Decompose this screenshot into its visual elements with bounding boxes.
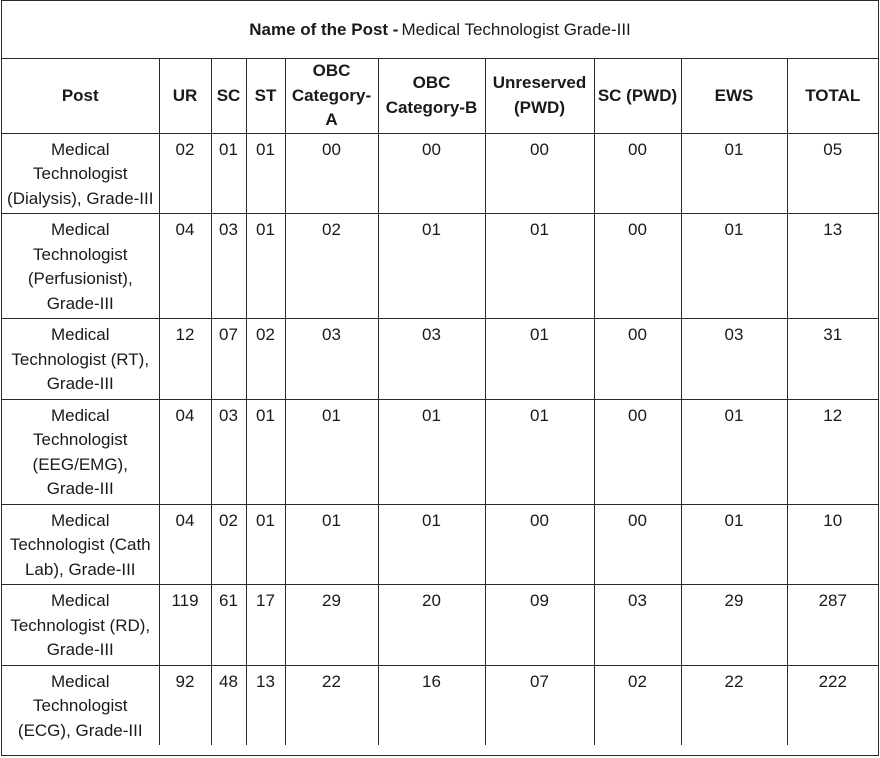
cell-total: 287 (787, 585, 878, 666)
cell-post: Medical Technologist (Dialysis), Grade-III (2, 133, 159, 214)
cell-unreserved-pwd: 00 (485, 133, 594, 214)
cell-st: 01 (246, 133, 285, 214)
header-ews: EWS (681, 59, 787, 133)
cell-obc-b: 00 (378, 133, 485, 214)
cell-st: 02 (246, 319, 285, 400)
cell-ews: 29 (681, 585, 787, 666)
cell-obc-b: 20 (378, 585, 485, 666)
cell-ur: 04 (159, 399, 211, 504)
cell-post: Medical Technologist (RD), Grade-III (2, 585, 159, 666)
cell-post: Medical Technologist (RT), Grade-III (2, 319, 159, 400)
cell-post: Medical Technologist (ECG), Grade-III (2, 665, 159, 745)
table-row (2, 319, 878, 400)
cell-sc-pwd: 00 (594, 214, 681, 319)
cell-obc-b: 16 (378, 665, 485, 745)
cell-sc-pwd: 00 (594, 133, 681, 214)
cell-obc-a: 00 (285, 133, 378, 214)
cell-ews: 01 (681, 133, 787, 214)
cell-obc-a: 01 (285, 399, 378, 504)
cell-obc-b: 01 (378, 399, 485, 504)
cell-unreserved-pwd: 09 (485, 585, 594, 666)
table-row (2, 214, 878, 319)
cell-obc-a: 03 (285, 319, 378, 400)
cell-sc: 02 (211, 504, 246, 585)
table-body (2, 133, 878, 745)
header-unreserved-pwd: Unreserved (PWD) (485, 59, 594, 133)
cell-ews: 03 (681, 319, 787, 400)
cell-st: 17 (246, 585, 285, 666)
header-st: ST (246, 59, 285, 133)
table-row (2, 399, 878, 504)
table-row (2, 665, 878, 745)
cell-obc-a: 01 (285, 504, 378, 585)
cell-sc: 61 (211, 585, 246, 666)
table-row (2, 133, 878, 214)
cell-unreserved-pwd: 01 (485, 214, 594, 319)
cell-unreserved-pwd: 00 (485, 504, 594, 585)
cell-total: 222 (787, 665, 878, 745)
cell-total: 10 (787, 504, 878, 585)
cell-unreserved-pwd: 01 (485, 319, 594, 400)
cell-sc: 03 (211, 214, 246, 319)
cell-total: 12 (787, 399, 878, 504)
cell-sc-pwd: 02 (594, 665, 681, 745)
cell-obc-a: 22 (285, 665, 378, 745)
cell-sc-pwd: 03 (594, 585, 681, 666)
cell-post: Medical Technologist (Cath Lab), Grade-III (2, 504, 159, 585)
cell-obc-a: 02 (285, 214, 378, 319)
cell-st: 01 (246, 399, 285, 504)
cell-total: 13 (787, 214, 878, 319)
cell-obc-b: 03 (378, 319, 485, 400)
cell-unreserved-pwd: 07 (485, 665, 594, 745)
cell-obc-b: 01 (378, 214, 485, 319)
cell-total: 05 (787, 133, 878, 214)
cell-sc: 01 (211, 133, 246, 214)
cell-sc-pwd: 00 (594, 399, 681, 504)
vacancy-table (2, 59, 878, 745)
cell-st: 13 (246, 665, 285, 745)
cell-post: Medical Technologist (EEG/EMG), Grade-III (2, 399, 159, 504)
cell-ur: 92 (159, 665, 211, 745)
header-ur: UR (159, 59, 211, 133)
cell-ur: 04 (159, 214, 211, 319)
table-title (2, 1, 878, 59)
header-obc-a: OBC Category-A (285, 59, 378, 133)
cell-ur: 02 (159, 133, 211, 214)
cell-ews: 01 (681, 504, 787, 585)
cell-obc-b: 01 (378, 504, 485, 585)
cell-st: 01 (246, 214, 285, 319)
cell-ur: 04 (159, 504, 211, 585)
header-row (2, 59, 878, 133)
table-row (2, 585, 878, 666)
cell-sc: 48 (211, 665, 246, 745)
header-total: TOTAL (787, 59, 878, 133)
cell-sc-pwd: 00 (594, 504, 681, 585)
cell-obc-a: 29 (285, 585, 378, 666)
cell-total: 31 (787, 319, 878, 400)
cell-unreserved-pwd: 01 (485, 399, 594, 504)
table-row (2, 504, 878, 585)
title-value: Medical Technologist Grade-III (401, 19, 631, 39)
header-sc: SC (211, 59, 246, 133)
header-post: Post (2, 59, 159, 133)
cell-ews: 22 (681, 665, 787, 745)
cell-ur: 119 (159, 585, 211, 666)
cell-sc: 03 (211, 399, 246, 504)
cell-sc-pwd: 00 (594, 319, 681, 400)
cell-ews: 01 (681, 214, 787, 319)
cell-post: Medical Technologist (Perfusionist), Grade-III (2, 214, 159, 319)
cell-ur: 12 (159, 319, 211, 400)
header-obc-b: OBC Category-B (378, 59, 485, 133)
vacancy-table-sheet (1, 0, 879, 756)
title-label: Name of the Post - (249, 19, 399, 39)
cell-st: 01 (246, 504, 285, 585)
cell-ews: 01 (681, 399, 787, 504)
cell-sc: 07 (211, 319, 246, 400)
header-sc-pwd: SC (PWD) (594, 59, 681, 133)
